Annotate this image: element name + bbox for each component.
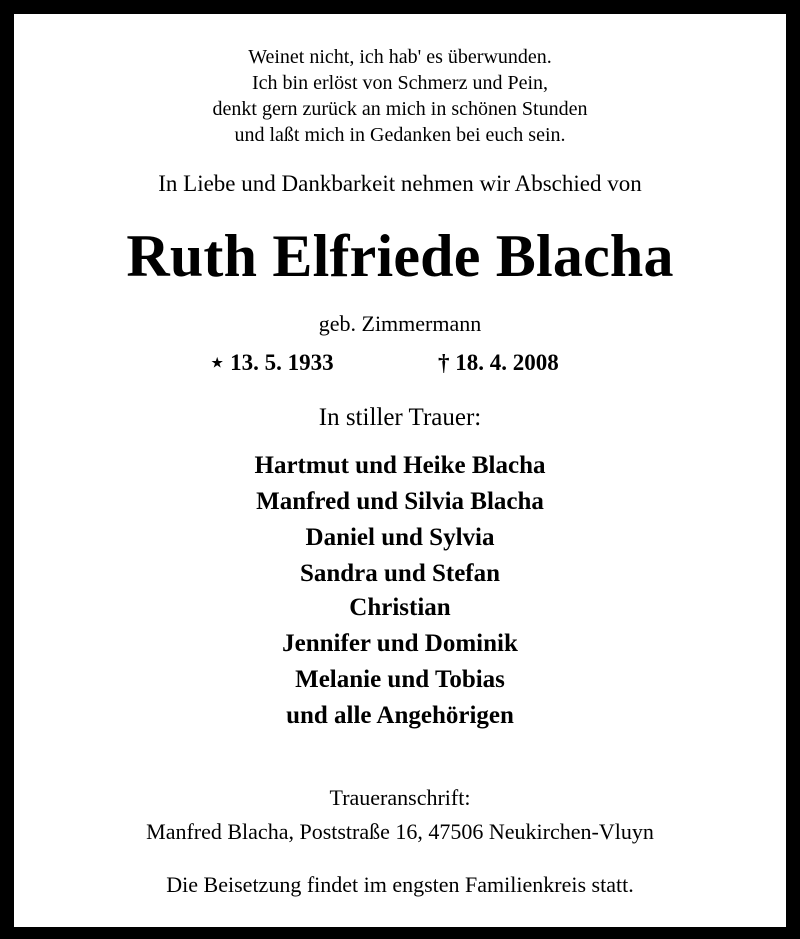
mourner-line: Christian	[349, 594, 451, 621]
poem-line: denkt gern zurück an mich in schönen Stunden	[212, 98, 588, 120]
funeral-note: Die Beisetzung findet im engsten Familienkreis statt.	[166, 872, 634, 897]
birth-date: ⋆ 13. 5. 1933	[210, 350, 334, 375]
maiden-name: geb. Zimmermann	[318, 311, 482, 336]
mourning-address: Manfred Blacha, Poststraße 16, 47506 Neukirchen-Vluyn	[146, 819, 654, 844]
mourning-heading: In stiller Trauer:	[318, 404, 482, 431]
death-date: † 18. 4. 2008	[438, 350, 559, 375]
deceased-name: Ruth Elfriede Blacha	[126, 223, 674, 289]
mourner-line: Hartmut und Heike Blacha	[254, 452, 546, 479]
poem-line: Weinet nicht, ich hab' es überwunden.	[248, 46, 552, 68]
address-label: Traueranschrift:	[329, 785, 471, 810]
mourner-line: Daniel und Sylvia	[305, 524, 495, 551]
mourner-line: und alle Angehörigen	[286, 702, 514, 729]
poem-line: und laßt mich in Gedanken bei euch sein.	[234, 124, 566, 146]
poem-line: Ich bin erlöst von Schmerz und Pein,	[251, 72, 549, 94]
mourner-line: Sandra und Stefan	[299, 560, 501, 587]
mourner-line: Manfred und Silvia Blacha	[256, 488, 544, 515]
life-dates	[14, 350, 786, 380]
mourner-line: Melanie und Tobias	[295, 666, 505, 693]
mourner-line: Jennifer und Dominik	[282, 630, 518, 657]
intro-text: In Liebe und Dankbarkeit nehmen wir Abschied von	[158, 171, 642, 196]
